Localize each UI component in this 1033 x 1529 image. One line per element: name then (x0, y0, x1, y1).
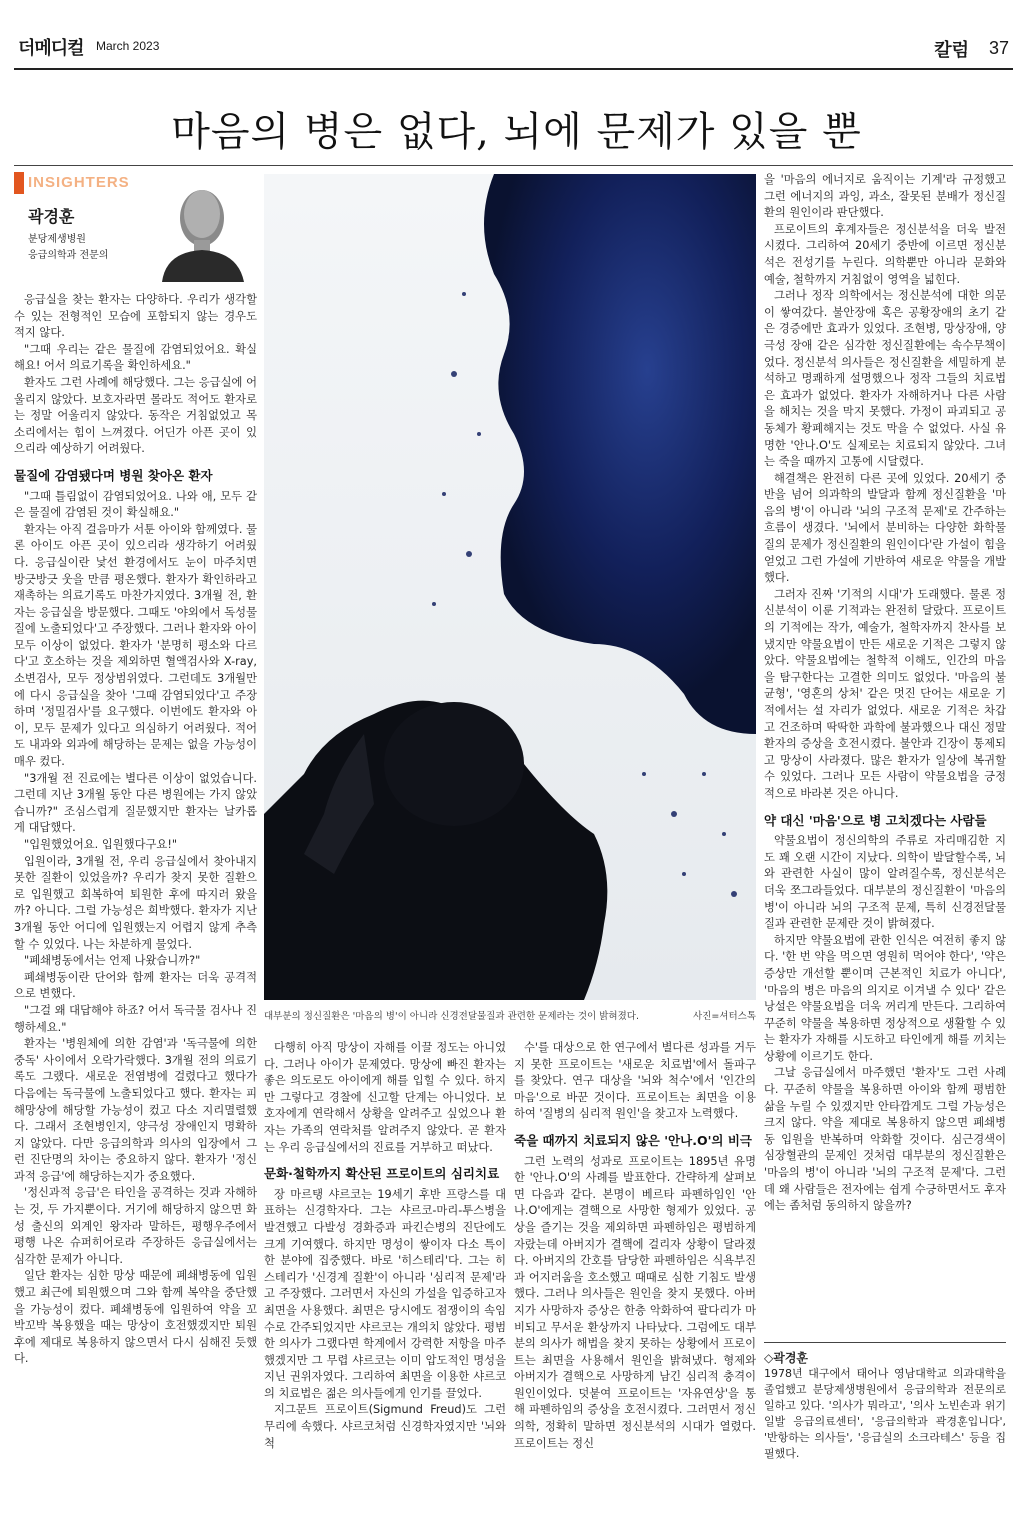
paragraph: "그때 틀림없이 감염되었어요. 나와 애, 모두 같은 물질에 감염된 것이 확실해요." (14, 489, 257, 520)
paragraph: 환자는 '병원체에 의한 감염'과 '독극물에 의한 중독' 사이에서 오락가락했다. 3개월 전의 의료기록도 그랬다. 새로운 전염병에 걸렸다고 했다가 다음에는 독극물에 노출되었다고 했다. 환자는 피해망상에 해당할 가능성이 컸고 다소 지리멸렬했다. 그래서 조현병인지, 양극성 장애인지 명확하지 않았다. 다만 응급의학과 의사의 입장에서 그런 진단명의 차이는 중요하지 않다. 환자가 '정신과적 응급'에 해당하는지가 중요했다. (14, 1037, 257, 1183)
subheading: 약 대신 '마음'으로 병 고치겠다는 사람들 (764, 812, 987, 828)
paragraph: 해결책은 완전히 다른 곳에 있었다. 20세기 중반을 넘어 의과학의 발달과 함께 정신질환을 '마음의 병'이 아니라 '뇌의 구조적 문제'로 간주하는 흐름이 생겼다. '뇌에서 분비하는 다양한 화학물질의 문제가 정신질환의 원인이다'란 가설이 힘을 얻었고 그런 가설에 기반하여 새로운 약물을 개발했다. (764, 471, 1006, 585)
photo-caption (264, 1008, 756, 1022)
paragraph: 을 '마음의 에너지로 움직이는 기계'라 규정했고 그런 에너지의 과잉, 과소, 잘못된 분배가 정신질환의 원인이라 판단했다. (764, 173, 1006, 220)
author-bio (764, 1350, 1006, 1462)
subheading: 문화·철학까지 확산된 프로이트의 심리치료 (264, 1166, 500, 1182)
paragraph: 그러나 정작 의학에서는 정신분석에 대한 의문이 쌓여갔다. 불안장애 혹은 공황장애의 초기 같은 경증에만 효과가 있었다. 조현병, 망상장애, 양극성 장애 같은 심각한 정신질환에는 속수무책이었다. 정신분석 의사들은 정신질환을 세밀하게 분석하고 명쾌하게 설명했으나 정작 그들의 치료법은 효과가 없었다. 환자가 자해하거나 다른 사람을 해치는 것을 막지 못했다. 가정이 파괴되고 공동체가 황폐해지는 것도 막을 수 없었다. 사실 유명한 '안나.O'도 실제로는 치료되지 않았다. 그녀는 죽을 때까지 고통에 시달렸다. (764, 289, 1006, 469)
paragraph: 응급실을 찾는 환자는 다양하다. 우리가 생각할 수 있는 전형적인 모습에 포함되지 않는 경우도 적지 않다. (14, 293, 257, 340)
author-box (14, 172, 254, 284)
page-header (18, 30, 1009, 70)
section-label: 칼럼 (934, 40, 969, 61)
bio-text: 1978년 대구에서 태어나 영남대학교 의과대학을 졸업했고 분당제생병원에서 응급의학과 전문의로 일하고 있다. '의사가 뭐라고', '의사 노빈손과 위기일발 응급의료센터', '응급의학과 곽경훈입니다', '반항하는 의사들', '응급실의 소크라테스' 등을 집필했다. (764, 1367, 1006, 1460)
paragraph: 다행히 아직 망상이 자해를 이끌 정도는 아니었다. 그러나 아이가 문제였다. 망상에 빠진 환자는 좋은 의도로도 아이에게 해를 입힐 수 있다. 하지만 그렇다고 경찰에 신고할 단계는 아니었다. 보호자에게 연락해서 상황을 알려주고 싶었으나 환자는 가족의 연락처를 알려주지 않았다. 곧 환자는 우리 응급실에서의 진료를 거부하고 떠났다. (264, 1041, 506, 1154)
column-4 (764, 172, 1006, 1342)
paragraph: '정신과적 응급'은 타인을 공격하는 것과 자해하는 것, 두 가지뿐이다. 거기에 해당하지 않으면 화성 출신의 외계인 왕자라 말하든, 평행우주에서 평행 나온 슈퍼히어로라 주장하든 응급실에서는 심각한 문제가 아니다. (14, 1186, 257, 1266)
column-2 (264, 1040, 506, 1520)
column-3 (514, 1040, 756, 1520)
issue-date: March 2023 (96, 39, 160, 53)
series-mark (14, 172, 24, 194)
paragraph: 환자도 그런 사례에 해당했다. 그는 응급실에 어울리지 않았다. 보호자라면 몰라도 적어도 환자로는 정말 어울리지 않았다. 동작은 거침없었고 목소리에서는 힘이 느껴졌다. 어딘가 아픈 곳이 있으리라 예상하기 어려웠다. (14, 375, 257, 456)
article-headline: 마음의 병은 없다, 뇌에 문제가 있을 뿐 (171, 109, 862, 155)
author-specialty: 응급의학과 전문의 (28, 250, 109, 261)
magazine-brand: 더메디컬 (18, 38, 84, 59)
paragraph: 약물요법이 정신의학의 주류로 자리매김한 지도 꽤 오랜 시간이 지났다. 의학이 발달할수록, 뇌와 관련한 사실이 많이 알려질수록, 정신분석은 더욱 쪼그라들었다. 대부분의 정신질환이 '마음의 병'이 아니라 뇌의 구조적 문제, 특히 신경전달물질과 관련한 문제란 것이 밝혀졌다. (764, 834, 1006, 931)
subheading: 물질에 감염됐다며 병원 찾아온 환자 (14, 467, 213, 483)
paragraph: "폐쇄병동에서는 언제 나왔습니까?" (24, 954, 201, 968)
photo-credit: 사진=셔터스톡 (692, 1011, 756, 1022)
page-number: 37 (988, 38, 1009, 58)
paragraph: 지그문트 프로이트(Sigmund Freud)도 그런 무리에 속했다. 샤르코처럼 신경학자였지만 '뇌와 척 (264, 1403, 506, 1450)
article-photo (264, 174, 756, 1000)
paragraph: 그날 응급실에서 마주했던 '환자'도 그런 사례다. 꾸준히 약물을 복용하면 아이와 함께 평범한 삶을 누릴 수 있겠지만 안타깝게도 그럴 가능성은 크지 않다. 약을 제대로 복용하지 않으면 폐쇄병동 입원을 반복하며 악화할 것이다. 심근경색이 심장혈관의 문제인 것처럼 대부분의 정신질환은 '마음의 병'이 아니라 '뇌의 구조적 문제'다. 그런데 왜 사람들은 전자에는 쉽게 수긍하면서도 후자에는 좀처럼 동의하지 않을까? (764, 1066, 1006, 1213)
paragraph: 수'를 대상으로 한 연구에서 별다른 성과를 거두지 못한 프로이트는 '새로운 치료법'에서 돌파구를 찾았다. 연구 대상을 '뇌와 척수'에서 '인간의 마음'으로 바꾼 것이다. 프로이트는 최면을 이용하여 '질병의 심리적 원인'을 찾고자 노력했다. (514, 1041, 756, 1121)
paragraph: 프로이트의 후계자들은 정신분석을 더욱 발전시켰다. 그리하여 20세기 중반에 이르면 정신분석은 전성기를 누린다. 의학뿐만 아니라 문화와 예술, 철학까지 거침없이 영역을 넓힌다. (764, 222, 1006, 286)
header-rule (14, 68, 1013, 70)
paragraph: 일단 환자는 심한 망상 때문에 폐쇄병동에 입원했고 최근에 퇴원했으며 그와 함께 복약을 중단했을 가능성이 컸다. 폐쇄병동에 입원하여 약을 꼬박꼬박 복용했을 때는 망상이 호전했겠지만 퇴원 후에 제대로 복용하지 않으면서 다시 심해진 듯했다. (14, 1269, 257, 1366)
caption-text: 대부분의 정신질환은 '마음의 병'이 아니라 신경전달물질과 관련한 문제라는 것이 밝혀졌다. (264, 1011, 639, 1022)
author-portrait (152, 178, 254, 282)
paragraph: 그러자 진짜 '기적의 시대'가 도래했다. 물론 정신분석이 이룬 기적과는 완전히 달랐다. 프로이트의 기적에는 작가, 예술가, 철학자까지 찬사를 보냈지만 약물요법이 만든 새로운 기적은 그렇지 않았다. 약물요법에는 철학적 이해도, 인간의 마음을 탐구한다는 고결한 의미도 없었다. '마음의 불균형', '영혼의 상처' 같은 멋진 단어는 새로운 기적에서는 설 자리가 없었다. 새로운 기적은 차갑고 건조하며 딱딱한 과학에 불과했으나 대신 정말 환자의 증상을 호전시켰다. 불안과 긴장이 통제되고 망상이 사라졌다. 많은 환자가 일상에 복귀할 수 있었다. 그러나 모든 사람이 약물요법을 긍정적으로 바라본 것은 아니다. (764, 587, 1006, 800)
paragraph: "입원했었어요. 입원했다구요!" (24, 838, 178, 851)
series-logo: INSIGHTERS (28, 174, 130, 191)
paragraph: 하지만 약물요법에 관한 인식은 여전히 좋지 않다. '한 번 약을 먹으면 영원히 먹어야 한다', '약은 증상만 개선할 뿐이며 근본적인 치료가 아니다', '마음의 병은 마음의 의지로 이겨낼 수 있다' 같은 낭설은 약물요법을 더욱 꺼리게 만든다. 그리하여 꾸준히 약물을 복용하면 정상적으로 생활할 수 있는 환자가 자해를 시도하고 타인에게 해를 끼치는 상황에 이르기도 한다. (764, 933, 1006, 1063)
subheading: 죽을 때까지 치료되지 않은 '안나.O'의 비극 (514, 1132, 752, 1148)
paragraph: 입원이라, 3개월 전, 우리 응급실에서 찾아내지 못한 질환이 있었을까? 우리가 찾지 못한 질환으로 입원했고 회복하여 퇴원한 후에 따지러 왔을까? 아니다. 그럴 가능성은 희박했다. 환자가 지난 3개월 동안 어디에 입원했는지 어렵지 않게 추측할 수 있었다. 나는 차분하게 물었다. (14, 854, 257, 951)
paragraph: 폐쇄병동이란 단어와 함께 환자는 더욱 공격적으로 변했다. (14, 970, 257, 1001)
column-1 (14, 292, 257, 1514)
bio-rule (764, 1342, 1006, 1343)
paragraph: "그걸 왜 대답해야 하죠? 어서 독극물 검사나 진행하세요." (14, 1003, 257, 1034)
paragraph: 그런 노력의 성과로 프로이트는 1895년 유명한 '안나.O'의 사례를 발표한다. 간략하게 살펴보면 다음과 같다. 본명이 베르타 파펜하임인 '안나.O'에게는 결핵으로 사망한 형제가 있었다. 공상을 즐기는 것을 제외하면 파펜하임은 평범하게 자랐는데 아버지가 결핵에 걸리자 상황이 달라졌다. 아버지의 간호를 담당한 파펜하임은 식욕부진과 어지러움을 호소했고 때때로 심한 기침도 발생했다. 그러나 의사들은 원인을 찾지 못했다. 아버지가 사망하자 증상은 한층 악화하여 팔다리가 마비되고 무서운 환상까지 나타났다. 그럼에도 대부분의 의사가 해법을 찾지 못하는 상황에서 프로이트는 최면을 사용해서 원인을 밝혀냈다. 형제와 아버지가 결핵으로 사망하게 남긴 심리적 충격이 원인이었다. 덧붙여 프로이트는 '자유연상'을 통해 파펜하임의 증상을 호전시켰다. 그러면서 정신의학, 정확히 말하면 정신분석의 시대가 열렸다. 프로이트는 정신 (514, 1154, 756, 1450)
paragraph: 환자는 아직 걸음마가 서툰 아이와 함께였다. 물론 아이도 아픈 곳이 있으리라 생각하기 어려웠다. 응급실이란 낯선 환경에서도 눈이 마주치면 방긋방긋 웃을 만큼 평온했다. 환자가 확인하라고 재촉하는 의료기록도 마찬가지였다. 3개월 전, 환자는 응급실을 방문했다. 그때도 '야외에서 독성물질에 노출되었다'고 주장했다. 그러나 환자와 아이 모두 이상이 없었다. 환자가 '분명히 평소와 다르다'고 호소하는 것을 제외하면 혈액검사와 X-ray, 소변검사, 모두 정상범위였다. 그런데도 3개월만에 다시 응급실을 찾아 '그때 감염되었다'고 주장하며 '정밀검사'를 요구했다. 이번에도 환자와 아이, 모두 문제가 있다고 의심하기 어려웠다. 적어도 내과와 외과에 해당하는 문제는 없을 가능성이 매우 컸다. (14, 522, 257, 769)
paragraph: 장 마르탱 샤르코는 19세기 후반 프랑스를 대표하는 신경학자다. 그는 샤르코-마리-투스병을 발견했고 다발성 경화증과 파킨슨병의 진단에도 크게 기여했다. 하지만 명성이 쌓이자 다소 특이한 분야에 집중했다. 바로 '히스테리'다. 그는 히스테리가 '신경계 질환'이 아니라 '심리적 문제'라고 주장했다. 그러면서 자신의 가설을 입증하고자 최면을 사용했다. 최면은 당시에도 점쟁이의 속임수로 간주되었지만 샤르코는 개의치 않았다. 평범한 의사가 그랬다면 학계에서 강력한 저항을 마주했겠지만 그 무렵 샤르코는 이미 압도적인 명성을 지닌 권위자였다. 그리하여 최면을 이용한 샤르코의 치료법은 젊은 의사들에게 인기를 끌었다. (264, 1187, 506, 1400)
author-name: 곽경훈 (28, 207, 75, 226)
paragraph: "그때 우리는 같은 물질에 감염되었어요. 확실해요! 어서 의료기록을 확인하세요." (14, 342, 257, 373)
bio-name: ◇곽경훈 (764, 1351, 809, 1365)
headline-rule (14, 165, 1013, 166)
paragraph: "3개월 전 진료에는 별다른 이상이 없었습니다. 그런데 지난 3개월 동안 다른 병원에는 가지 않았습니까?" 조심스럽게 질문했지만 환자는 날카롭게 대답했다. (14, 771, 257, 835)
author-affiliation: 분당제생병원 (28, 234, 86, 245)
